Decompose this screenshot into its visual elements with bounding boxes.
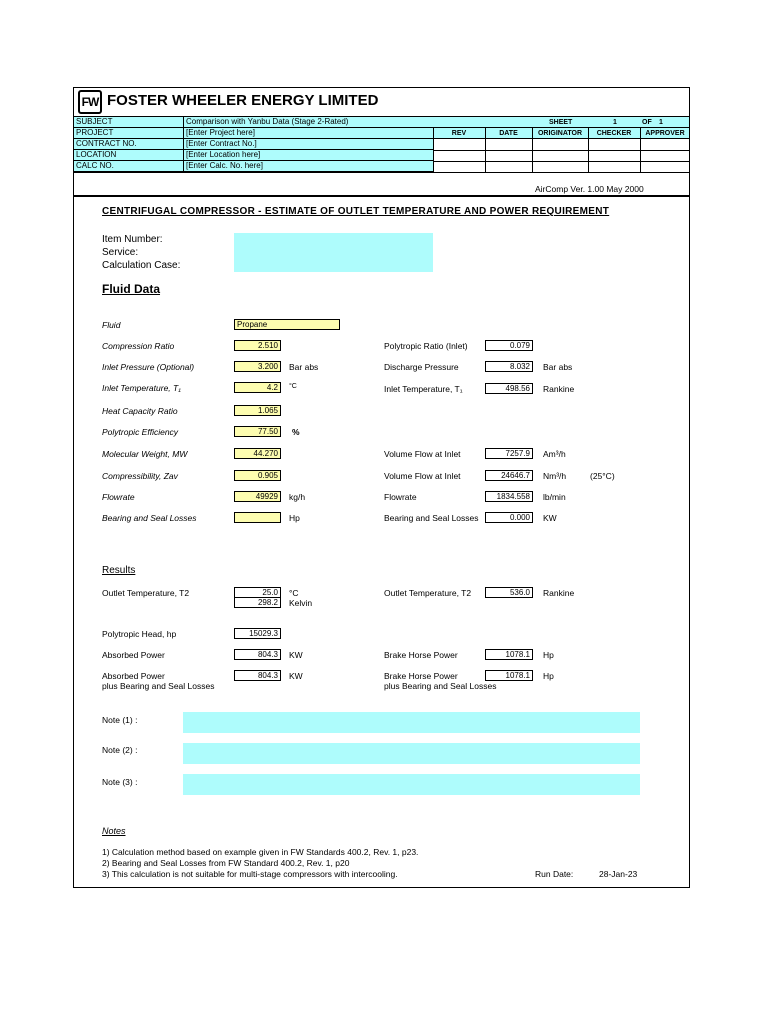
sheet-label: SHEET <box>549 119 573 126</box>
poly-eff-input[interactable]: 77.50 <box>234 426 281 437</box>
compression-ratio-label: Compression Ratio <box>102 341 175 351</box>
of-label: OF <box>642 119 652 126</box>
zav-label: Compressibility, Zav <box>102 471 178 481</box>
notes-heading: Notes <box>102 826 126 836</box>
compression-ratio-input[interactable]: 2.510 <box>234 340 281 351</box>
item-info-input[interactable] <box>234 233 433 272</box>
service-label: Service: <box>102 247 139 258</box>
location-label: LOCATION <box>76 150 117 159</box>
note2-label: Note (2) : <box>102 745 138 755</box>
run-date-label: Run Date: <box>535 869 574 879</box>
of-number: 1 <box>659 119 663 126</box>
date-header: DATE <box>499 130 518 137</box>
discharge-pressure-value: 8.032 <box>485 361 533 372</box>
flowrate2-unit: lb/min <box>543 492 566 502</box>
heat-capacity-label: Heat Capacity Ratio <box>102 406 178 416</box>
bhp2-label: Brake Horse Power <box>384 671 458 681</box>
inlet-pressure-unit: Bar abs <box>289 362 319 372</box>
absorbed-value: 804.3 <box>234 649 281 660</box>
outlet-temp-r-label: Outlet Temperature, T2 <box>384 588 472 598</box>
revision-grid <box>433 139 689 172</box>
bearing-input[interactable] <box>234 512 281 523</box>
inlet-pressure-input[interactable]: 3.200 <box>234 361 281 372</box>
item-number-label: Item Number: <box>102 234 163 245</box>
poly-head-value: 15029.3 <box>234 628 281 639</box>
bearing2-value: 0.000 <box>485 512 533 523</box>
outlet-temp-label: Outlet Temperature, T2 <box>102 588 190 598</box>
bhp-unit: Hp <box>543 650 554 660</box>
vol-flow2-value: 24646.7 <box>485 470 533 481</box>
polytropic-ratio-label: Polytropic Ratio (Inlet) <box>384 341 468 351</box>
rev-header: REV <box>451 130 467 137</box>
inlet-temp-input[interactable]: 4.2 <box>234 382 281 393</box>
flowrate2-value: 1834.558 <box>485 491 533 502</box>
mw-label: Molecular Weight, MW <box>102 449 188 459</box>
note3-input[interactable] <box>183 774 640 795</box>
contract-label: CONTRACT NO. <box>76 139 137 148</box>
contract-row <box>74 139 433 150</box>
inlet-temp-label: Inlet Temperature, T₁ <box>102 383 181 393</box>
absorbed-label: Absorbed Power <box>102 650 165 660</box>
note-line-3: 3) This calculation is not suitable for multi-stage compressors with intercooling. <box>102 869 398 879</box>
absorbed2-unit: KW <box>289 671 303 681</box>
bearing-unit: Hp <box>289 513 300 523</box>
zav-input[interactable]: 0.905 <box>234 470 281 481</box>
bearing-label: Bearing and Seal Losses <box>102 513 197 523</box>
note-line-1: 1) Calculation method based on example given in FW Standards 400.2, Rev. 1, p23. <box>102 847 419 857</box>
outlet-temp-r-unit: Rankine <box>543 588 575 598</box>
poly-eff-unit: % <box>292 427 300 437</box>
project-label: PROJECT <box>76 128 114 137</box>
mw-input[interactable]: 44.270 <box>234 448 281 459</box>
calc-label: CALC NO. <box>76 161 114 170</box>
vol-flow2-unit: Nm³/h <box>543 471 567 481</box>
inlet-temp-r-value: 498.56 <box>485 383 533 394</box>
bhp2-sub: plus Bearing and Seal Losses <box>384 681 497 691</box>
subject-row <box>74 116 689 128</box>
absorbed2-value: 804.3 <box>234 670 281 681</box>
fluid-label: Fluid <box>102 320 121 330</box>
inlet-temp-r-label: Inlet Temperature, T₁ <box>384 384 463 394</box>
project-value[interactable]: [Enter Project here] <box>186 128 255 137</box>
page-title: CENTRIFUGAL COMPRESSOR - ESTIMATE OF OUTLET TEMPERATURE AND POWER REQUIREMENT <box>102 206 610 217</box>
vol-flow1-unit: Am³/h <box>543 449 566 459</box>
heat-capacity-input[interactable]: 1.065 <box>234 405 281 416</box>
calc-value[interactable]: [Enter Calc. No. here] <box>186 161 263 170</box>
location-value[interactable]: [Enter Location here] <box>186 150 261 159</box>
vol-flow1-label: Volume Flow at Inlet <box>384 449 461 459</box>
discharge-pressure-unit: Bar abs <box>543 362 573 372</box>
subject-value[interactable]: Comparison with Yanbu Data (Stage 2-Rated) <box>186 117 349 126</box>
inlet-pressure-label: Inlet Pressure (Optional) <box>102 362 195 372</box>
approver-header: APPROVER <box>645 130 685 137</box>
absorbed2-label: Absorbed Power <box>102 671 165 681</box>
bhp-value: 1078.1 <box>485 649 533 660</box>
note-line-2: 2) Bearing and Seal Losses from FW Standard 400.2, Rev. 1, p20 <box>102 858 350 868</box>
flowrate-input[interactable]: 49929 <box>234 491 281 502</box>
sheet-number: 1 <box>613 119 617 126</box>
note1-input[interactable] <box>183 712 640 733</box>
results-heading: Results <box>102 565 136 576</box>
inlet-temp-r-unit: Rankine <box>543 384 575 394</box>
absorbed2-sub: plus Bearing and Seal Losses <box>102 681 215 691</box>
flowrate-label: Flowrate <box>102 492 135 502</box>
checker-header: CHECKER <box>596 130 632 137</box>
bhp2-unit: Hp <box>543 671 554 681</box>
absorbed-unit: KW <box>289 650 303 660</box>
subject-label: SUBJECT <box>76 117 113 126</box>
run-date-value: 28-Jan-23 <box>599 869 638 879</box>
vol-flow2-note: (25°C) <box>590 471 615 481</box>
fluid-input[interactable]: Propane <box>234 319 340 330</box>
version-text: AirComp Ver. 1.00 May 2000 <box>535 184 644 194</box>
outlet-temp-k-unit: Kelvin <box>289 598 313 608</box>
poly-eff-label: Polytropic Efficiency <box>102 427 179 437</box>
note3-label: Note (3) : <box>102 777 138 787</box>
bhp2-value: 1078.1 <box>485 670 533 681</box>
vol-flow1-value: 7257.9 <box>485 448 533 459</box>
flowrate-unit: kg/h <box>289 492 306 502</box>
bearing2-unit: KW <box>543 513 557 523</box>
outlet-temp-c-value: 25.0 <box>234 587 281 598</box>
calc-case-label: Calculation Case: <box>102 260 181 271</box>
poly-head-label: Polytropic Head, hp <box>102 629 177 639</box>
originator-header: ORIGINATOR <box>537 130 583 137</box>
inlet-temp-unit: °C <box>289 383 297 390</box>
bhp-label: Brake Horse Power <box>384 650 458 660</box>
note1-label: Note (1) : <box>102 715 138 725</box>
calc-row <box>74 161 433 172</box>
vol-flow2-label: Volume Flow at Inlet <box>384 471 461 481</box>
company-name: FOSTER WHEELER ENERGY LIMITED <box>107 92 379 109</box>
outlet-temp-r-value: 536.0 <box>485 587 533 598</box>
outlet-temp-c-unit: °C <box>289 588 299 598</box>
polytropic-ratio-value: 0.079 <box>485 340 533 351</box>
note2-input[interactable] <box>183 743 640 764</box>
discharge-pressure-label: Discharge Pressure <box>384 362 459 372</box>
outlet-temp-k-value: 298.2 <box>234 597 281 608</box>
fluid-data-heading: Fluid Data <box>102 282 161 296</box>
location-row <box>74 150 433 161</box>
fw-logo: FW <box>78 90 102 114</box>
bearing2-label: Bearing and Seal Losses <box>384 513 479 523</box>
contract-value[interactable]: [Enter Contract No.] <box>186 139 257 148</box>
flowrate2-label: Flowrate <box>384 492 417 502</box>
